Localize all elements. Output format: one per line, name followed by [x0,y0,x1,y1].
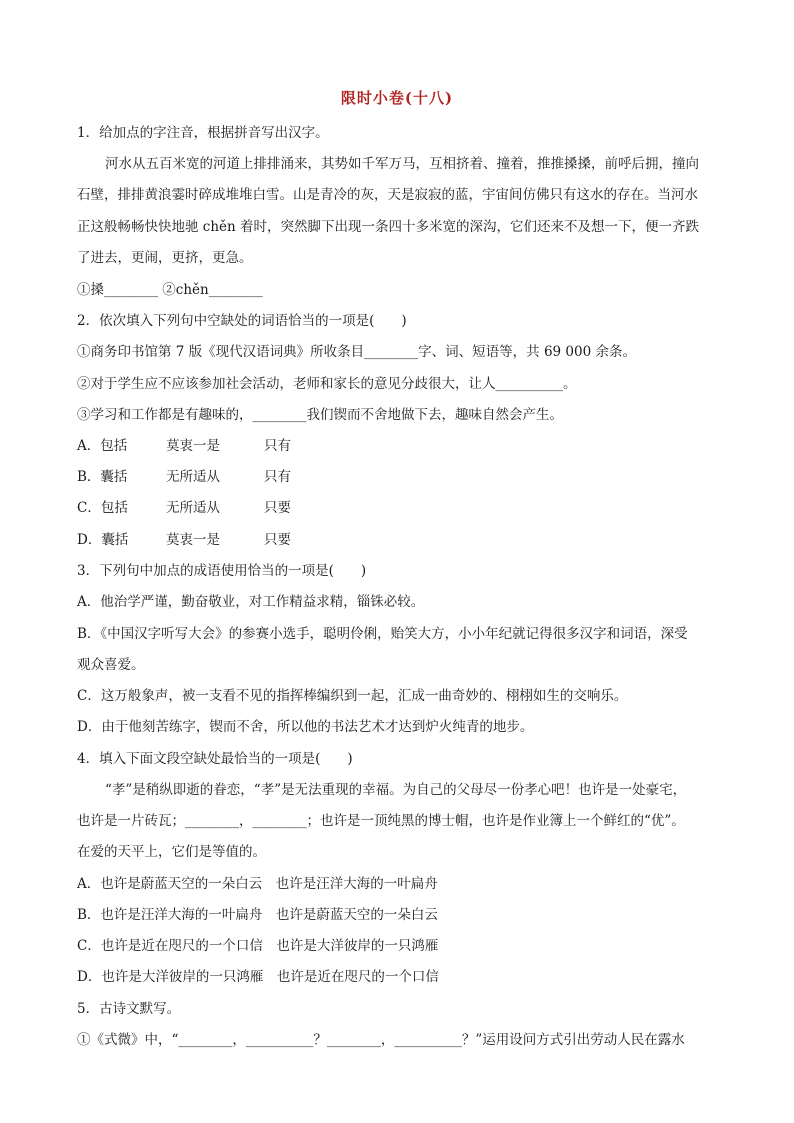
q4-option: C．也许是近在咫尺的一个口信 也许是大洋彼岸的一只鸿雁 [77,938,439,954]
q3-option-line: 观众喜爱。 [77,657,145,673]
q4-passage-line: 在爱的天平上，它们是等值的。 [77,844,266,860]
q2-sentence: ①商务印书馆第 7 版《现代汉语词典》所收条目________字、词、短语等，共 69 000 余条。 [77,344,636,360]
page-title: 限时小卷(十八) [340,89,454,107]
q2-option-a-word2: 莫衷一是 [166,438,220,454]
q2-option-c-word3: 只要 [264,500,291,516]
q2-option-b-word2: 无所适从 [166,469,220,485]
q2-option-d-word3: 只要 [264,532,291,548]
q3-option-line: C．这万般象声，被一支看不见的指挥棒编织到一起，汇成一曲奇妙的、栩栩如生的交响乐。 [77,688,628,704]
q1-blanks: ①搡________ ②chěn________ [77,282,263,298]
q1-passage-line: 河水从五百米宽的河道上排排涌来，其势如千军万马，互相挤着、撞着，推推搡搡，前呼后拥，撞向 [105,156,699,172]
q2-sentence: ③学习和工作都是有趣味的，________我们锲而不舍地做下去，趣味自然会产生。 [77,407,563,423]
q3-option-line: B．《中国汉字听写大会》的参赛小选手，聪明伶俐，贻笑大方，小小年纪就记得很多汉字和词语，深受 [77,626,688,642]
q4-option: D．也许是大洋彼岸的一只鸿雁 也许是近在咫尺的一个口信 [77,969,439,985]
q1-passage-line: 正这般畅畅快快地驰 chěn 着时，突然脚下出现一条四十多米宽的深沟，它们还来不及想一下，便一齐跌 [77,219,700,235]
q4-option: A．也许是蔚蓝天空的一朵白云 也许是汪洋大海的一叶扁舟 [77,876,438,892]
q4-passage-line: “孝”是稍纵即逝的眷恋，“孝”是无法重现的幸福。为自己的父母尽一份孝心吧！也许是一处豪宅， [105,782,687,798]
q2-sentence: ②对于学生应不应该参加社会活动，老师和家长的意见分歧很大，让人__________。 [77,376,577,392]
q2-option-a-letter: A．包括 [77,438,128,454]
q3-stem: 3．下列句中加点的成语使用恰当的一项是( ) [77,563,367,579]
q3-option-line: A．他治学严谨，勤奋敬业，对工作精益求精，锱铢必较。 [77,594,425,610]
q2-option-b-letter: B．囊括 [77,469,128,485]
q2-option-d-letter: D．囊括 [77,532,129,548]
q4-option: B．也许是汪洋大海的一叶扁舟 也许是蔚蓝天空的一朵白云 [77,907,438,923]
q1-passage-line: 了进去，更闹，更挤，更急。 [77,250,253,266]
q1-passage-line: 石壁，排排黄浪霎时碎成堆堆白雪。山是青冷的灰，天是寂寂的蓝，宇宙间仿佛只有这水的存在。当河水 [77,187,698,203]
q2-option-a-word3: 只有 [264,438,291,454]
q5-line: ①《式微》中，“________，__________？________，__________？”运用设问方式引出劳动人民在露水 [77,1032,685,1048]
q2-option-d-word2: 莫衷一是 [166,532,220,548]
q2-option-c-letter: C．包括 [77,500,128,516]
q3-option-line: D．由于他刻苦练字，锲而不舍，所以他的书法艺术才达到炉火纯青的地步。 [77,719,534,735]
q1-stem: 1．给加点的字注音，根据拼音写出汉字。 [77,125,329,141]
q5-stem: 5．古诗文默写。 [77,1001,181,1017]
q4-stem: 4．填入下面文段空缺处最恰当的一项是( ) [77,751,353,767]
q2-option-c-word2: 无所适从 [166,500,220,516]
q2-stem: 2．依次填入下列句中空缺处的词语恰当的一项是( ) [77,313,407,329]
q2-option-b-word3: 只有 [264,469,291,485]
q4-passage-line: 也许是一片砖瓦；________，________；也许是一顶纯黑的博士帽，也许是作业簿上一个鲜红的“优”。 [77,813,685,829]
